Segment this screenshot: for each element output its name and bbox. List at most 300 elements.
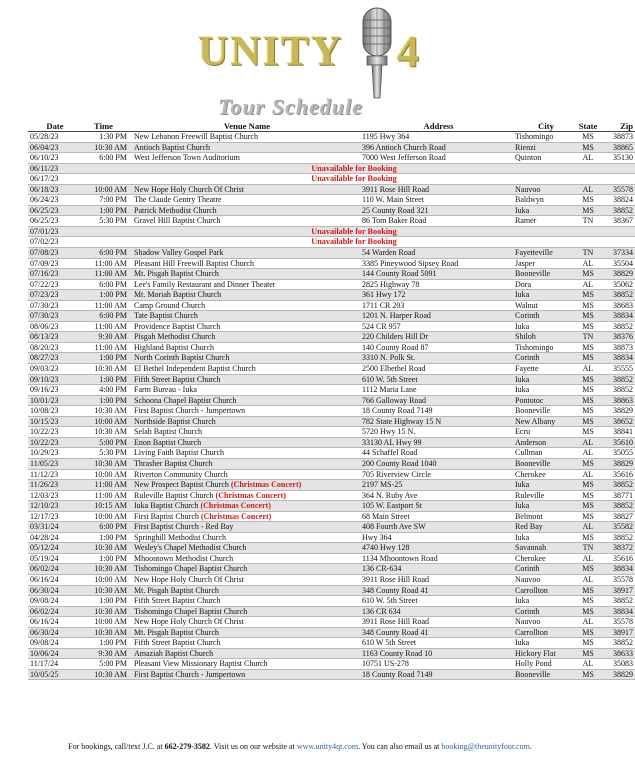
table-row [28,648,635,659]
table-row [28,448,635,459]
cell-zip: 38852 [599,321,635,332]
venue-name: First Baptist Church [134,511,199,521]
cell-date: 03/31/24 [28,522,80,533]
cell-state: MS [577,374,599,385]
table-row [28,205,635,216]
cell-zip: 38852 [599,480,635,491]
cell-address: 2825 Highway 78 [360,279,515,290]
cell-time: 1:00 PM [80,596,131,607]
cell-zip: 35555 [599,364,635,375]
table-row [28,416,635,427]
cell-city: Holly Pond [515,659,577,670]
cell-time: 10:30 AM [80,458,131,469]
unavailable-label: Unavailable for Booking [131,237,577,248]
cell-time: 1:00 PM [80,205,131,216]
cell-address: 144 County Road 5091 [360,269,515,280]
table-row [28,480,635,491]
cell-zip: 38827 [599,511,635,522]
cell-date: 05/28/23 [28,132,80,143]
cell-zip: 38372 [599,543,635,554]
cell-venue [131,142,360,153]
cell-venue [131,248,360,259]
venue-name: Patrick Methodist Church [134,205,217,215]
cell-address: 610 W. 5th Street [360,374,515,385]
cell-zip: 35062 [599,279,635,290]
cell-city: Fayette [515,364,577,375]
venue-name: Pleasant View Missionary Baptist Church [134,659,268,669]
venue-name: New Prospect Baptist Church [134,480,229,490]
cell-state: AL [577,553,599,564]
venue-name: Fifth Street Baptist Church [134,374,221,384]
venue-name: Tishomingo Chapel Baptist Church [134,606,248,616]
cell-address: 110 W. Main Street [360,195,515,206]
table-row [28,153,635,164]
cell-date: 10/05/25 [28,669,80,680]
cell-city: Iuka [515,290,577,301]
cell-venue [131,416,360,427]
cell-zip: 35582 [599,522,635,533]
cell-address: 86 Tom Baker Road [360,216,515,227]
cell-state [577,226,599,237]
cell-city: Rienzi [515,142,577,153]
cell-date: 07/09/23 [28,258,80,269]
cell-state: MS [577,406,599,417]
cell-venue [131,448,360,459]
cell-date: 09/10/23 [28,374,80,385]
cell-state: AL [577,437,599,448]
cell-time: 1:30 PM [80,132,131,143]
table-row [28,437,635,448]
cell-date: 09/08/24 [28,638,80,649]
cell-address: 33130 AL Hwy 99 [360,437,515,448]
cell-state: AL [577,469,599,480]
cell-date: 10/29/23 [28,448,80,459]
phone-number: 662-279-3582 [164,742,210,751]
cell-state: MS [577,606,599,617]
table-row-unavailable [28,174,635,185]
venue-name: Fifth Street Baptist Church [134,638,221,648]
cell-time: 7:00 PM [80,195,131,206]
concert-note: (Christmas Concert) [200,501,271,511]
cell-city: Savannah [515,543,577,554]
table-row [28,606,635,617]
cell-time: 1:00 PM [80,290,131,301]
cell-zip: 38834 [599,606,635,617]
table-row [28,195,635,206]
cell-time [80,174,131,185]
cell-state: AL [577,279,599,290]
cell-address: 610 W 5th Street [360,638,515,649]
cell-zip [599,163,635,174]
cell-venue [131,258,360,269]
email-link[interactable]: booking@theunityfour.com [441,742,530,751]
cell-city: Corinth [515,606,577,617]
venue-name: Mt. Pisgah Baptist Church [134,627,219,637]
cell-date: 12/03/23 [28,490,80,501]
table-row [28,216,635,227]
cell-city: Baldwyn [515,195,577,206]
table-row [28,669,635,680]
cell-time: 11:00 AM [80,321,131,332]
cell-date: 06/10/23 [28,153,80,164]
cell-venue [131,406,360,417]
cell-venue [131,648,360,659]
cell-address: 140 County Road 87 [360,342,515,353]
venue-name: Mt. Moriah Baptist Church [134,290,222,300]
cell-venue [131,353,360,364]
cell-venue [131,480,360,491]
table-row [28,395,635,406]
venue-name: The Claude Gentry Theatre [134,195,222,205]
cell-venue [131,543,360,554]
cell-state: AL [577,448,599,459]
cell-date: 07/02/23 [28,237,80,248]
venue-name: Thrasher Baptist Church [134,458,213,468]
cell-address: 1195 Hwy 364 [360,132,515,143]
logo [0,0,600,122]
cell-venue [131,522,360,533]
cell-time [80,163,131,174]
cell-state: MS [577,427,599,438]
cell-date: 07/08/23 [28,248,80,259]
table-row [28,406,635,417]
cell-date: 06/17/23 [28,174,80,185]
footer-text: . You can also email us at [358,742,442,751]
cell-venue [131,269,360,280]
cell-time: 1:00 PM [80,374,131,385]
cell-state: MS [577,416,599,427]
table-row [28,279,635,290]
cell-venue [131,311,360,322]
cell-date: 12/10/23 [28,501,80,512]
table-row [28,290,635,301]
cell-state: MS [577,532,599,543]
cell-state: MS [577,311,599,322]
cell-state: MS [577,564,599,575]
concert-note: (Christmas Concert) [215,490,286,500]
table-row [28,248,635,259]
cell-time: 9:30 AM [80,648,131,659]
footer-text: For bookings, call/text J.C. at [68,742,165,751]
cell-address: 68 Main Street [360,511,515,522]
cell-state: AL [577,153,599,164]
cell-zip [599,226,635,237]
cell-state: TN [577,248,599,259]
cell-time: 1:00 PM [80,553,131,564]
cell-address: 136 CR 634 [360,606,515,617]
cell-time: 10:00 AM [80,617,131,628]
cell-time: 10:30 AM [80,627,131,638]
cell-address: 396 Antioch Church Road [360,142,515,153]
cell-time: 10:00 AM [80,416,131,427]
logo-four: 4 [397,27,419,76]
table-row [28,364,635,375]
cell-city: Iuka [515,321,577,332]
cell-date: 11/12/23 [28,469,80,480]
cell-zip: 35578 [599,184,635,195]
cell-state [577,163,599,174]
cell-time [80,226,131,237]
cell-venue [131,290,360,301]
cell-city: Booneville [515,669,577,680]
cell-time: 10:30 AM [80,669,131,680]
column-header-zip: Zip [599,122,635,132]
cell-city: Corinth [515,353,577,364]
cell-city: Booneville [515,406,577,417]
cell-zip: 38834 [599,311,635,322]
cell-address: 18 County Road 7149 [360,669,515,680]
table-row [28,353,635,364]
cell-city: Tishomingo [515,132,577,143]
table-row [28,638,635,649]
table-row [28,300,635,311]
column-header-time: Time [80,122,131,132]
cell-address: 1112 Maria Lane [360,385,515,396]
cell-address: 348 County Road 41 [360,627,515,638]
cell-time: 11:00 AM [80,490,131,501]
venue-name: Gravel Hill Baptist Church [134,216,221,226]
cell-city: Nauvoo [515,617,577,628]
cell-address: 105 W. Eastport St [360,501,515,512]
column-header-state: State [578,121,598,131]
cell-address: 782 State Highway 15 N [360,416,515,427]
cell-date: 12/17/23 [28,511,80,522]
cell-zip: 38852 [599,374,635,385]
cell-zip: 38829 [599,269,635,280]
cell-state: AL [577,522,599,533]
cell-date: 11/05/23 [28,458,80,469]
cell-address: 364 N. Ruby Ave [360,490,515,501]
cell-date: 06/25/23 [28,205,80,216]
cell-zip: 38652 [599,416,635,427]
cell-city: Carrollton [515,585,577,596]
cell-date: 10/22/23 [28,427,80,438]
cell-address: 1134 Mhoontown Road [360,553,515,564]
cell-city: Iuka [515,596,577,607]
venue-name: Enon Baptist Church [134,437,202,447]
cell-date: 06/16/24 [28,617,80,628]
cell-city: Walnut [515,300,577,311]
cell-state: MS [577,269,599,280]
cell-city: Fayetteville [515,248,577,259]
cell-zip: 38633 [599,648,635,659]
cell-date: 07/22/23 [28,279,80,290]
table-row [28,585,635,596]
cell-zip: 38824 [599,195,635,206]
cell-time: 6:00 PM [80,153,131,164]
cell-city: Cherokee [515,553,577,564]
cell-venue [131,469,360,480]
venue-name: New Hope Holy Church Of Christ [134,184,244,194]
cell-address: 348 County Road 41 [360,585,515,596]
cell-state: MS [577,132,599,143]
cell-time: 5:30 PM [80,448,131,459]
table-row [28,659,635,670]
table-row [28,385,635,396]
cell-zip: 35130 [599,153,635,164]
cell-date: 08/13/23 [28,332,80,343]
table-row [28,564,635,575]
cell-time: 6:00 PM [80,248,131,259]
cell-date: 06/11/23 [28,163,80,174]
cell-zip: 37334 [599,248,635,259]
cell-venue [131,553,360,564]
cell-time: 10:00 AM [80,469,131,480]
table-row [28,184,635,195]
venue-name: Pleasant Hill Freewill Baptist Church [134,258,254,268]
cell-date: 10/22/23 [28,437,80,448]
cell-venue [131,437,360,448]
cell-time [80,237,131,248]
venue-name: Tate Baptist Church [134,311,198,321]
cell-venue [131,332,360,343]
website-link[interactable]: www.unity4qt.com [296,742,359,751]
cell-date: 09/08/24 [28,596,80,607]
cell-date: 06/30/24 [28,585,80,596]
cell-venue [131,585,360,596]
cell-zip: 38771 [599,490,635,501]
cell-address: 7000 West Jefferson Road [360,153,515,164]
cell-city: Tishomingo [515,342,577,353]
cell-zip: 38841 [599,427,635,438]
cell-zip: 38834 [599,564,635,575]
cell-date: 11/26/23 [28,480,80,491]
cell-state: AL [577,364,599,375]
cell-address: Hwy 364 [360,532,515,543]
cell-city: Iuka [515,374,577,385]
cell-time: 10:30 AM [80,427,131,438]
cell-city: Iuka [515,532,577,543]
venue-name: Pisgah Methodist Church [134,332,216,342]
cell-state: MS [577,501,599,512]
table-row [28,511,635,522]
cell-date: 09/03/23 [28,364,80,375]
venue-name: New Lebanon Freewill Baptist Church [134,132,258,141]
venue-name: Living Faith Baptist Church [134,448,224,458]
cell-zip: 38852 [599,596,635,607]
venue-name: Highland Baptist Church [134,342,214,352]
table-row [28,543,635,554]
cell-time: 10:30 AM [80,406,131,417]
cell-city: Ecru [515,427,577,438]
cell-venue [131,606,360,617]
microphone-icon [352,6,402,102]
cell-time: 11:00 AM [80,342,131,353]
cell-city: Iuka [515,638,577,649]
table-row [28,617,635,628]
table-row [28,574,635,585]
cell-city: Carrollton [515,627,577,638]
tour-schedule-table [28,122,635,680]
cell-date: 09/16/23 [28,385,80,396]
cell-venue [131,532,360,543]
cell-zip: 38852 [599,638,635,649]
venue-name: Iuka Baptist Church [134,501,199,511]
table-row [28,332,635,343]
table-header-row [28,122,635,132]
cell-date: 05/19/24 [28,553,80,564]
cell-address: 3385 Pineywood Sipsey Road [360,258,515,269]
cell-zip: 35055 [599,448,635,459]
footer-text: . Visit us on our website at [209,742,297,751]
venue-name: Antioch Baptist Church [134,142,210,152]
cell-date: 04/28/24 [28,532,80,543]
cell-address: 2197 MS-25 [360,480,515,491]
cell-city: Ramer [515,216,577,227]
cell-state: MS [577,480,599,491]
cell-date: 10/06/24 [28,648,80,659]
column-header-date: Date [28,122,80,132]
cell-zip: 35083 [599,659,635,670]
cell-date: 08/06/23 [28,321,80,332]
cell-state: MS [577,290,599,301]
cell-time: 10:00 AM [80,574,131,585]
cell-city: Nauvoo [515,184,577,195]
cell-city: Iuka [515,480,577,491]
cell-state: MS [577,342,599,353]
cell-time: 1:00 PM [80,532,131,543]
cell-date: 07/30/23 [28,300,80,311]
cell-state: AL [577,258,599,269]
cell-city: Iuka [515,501,577,512]
cell-state: AL [577,659,599,670]
cell-state: MS [577,596,599,607]
cell-state: TN [577,216,599,227]
cell-date: 07/16/23 [28,269,80,280]
cell-city: Corinth [515,564,577,575]
cell-state: MS [577,385,599,396]
cell-time: 10:30 AM [80,142,131,153]
cell-time: 10:15 AM [80,501,131,512]
cell-time: 10:30 AM [80,585,131,596]
cell-state: TN [577,543,599,554]
cell-state: MS [577,669,599,680]
cell-zip: 38865 [599,142,635,153]
cell-address: 705 Riverview Circle [360,469,515,480]
cell-state: MS [577,627,599,638]
venue-name: Schoona Chapel Baptist Church [134,395,237,405]
cell-time: 6:00 PM [80,522,131,533]
cell-venue [131,458,360,469]
table-row-unavailable [28,237,635,248]
unavailable-label: Unavailable for Booking [131,226,577,237]
cell-time: 1:00 PM [80,395,131,406]
cell-city: Red Bay [515,522,577,533]
cell-state: MS [577,638,599,649]
table-row [28,427,635,438]
cell-date: 07/01/23 [28,226,80,237]
cell-zip: 35578 [599,617,635,628]
cell-zip: 38917 [599,585,635,596]
cell-venue [131,564,360,575]
cell-time: 10:00 AM [80,184,131,195]
cell-date: 07/30/23 [28,311,80,322]
cell-city: New Albany [515,416,577,427]
venue-name: Farm Bureau - Iuka [134,385,197,395]
cell-zip: 35504 [599,258,635,269]
cell-zip: 35578 [599,574,635,585]
cell-venue [131,511,360,522]
cell-venue [131,385,360,396]
cell-venue [131,300,360,311]
cell-venue [131,205,360,216]
cell-state: MS [577,585,599,596]
cell-date: 06/25/23 [28,216,80,227]
cell-date: 06/02/24 [28,606,80,617]
cell-address: 25 County Road 321 [360,205,515,216]
cell-time: 4:00 PM [80,385,131,396]
cell-address: 220 Childers Hill Dr [360,332,515,343]
